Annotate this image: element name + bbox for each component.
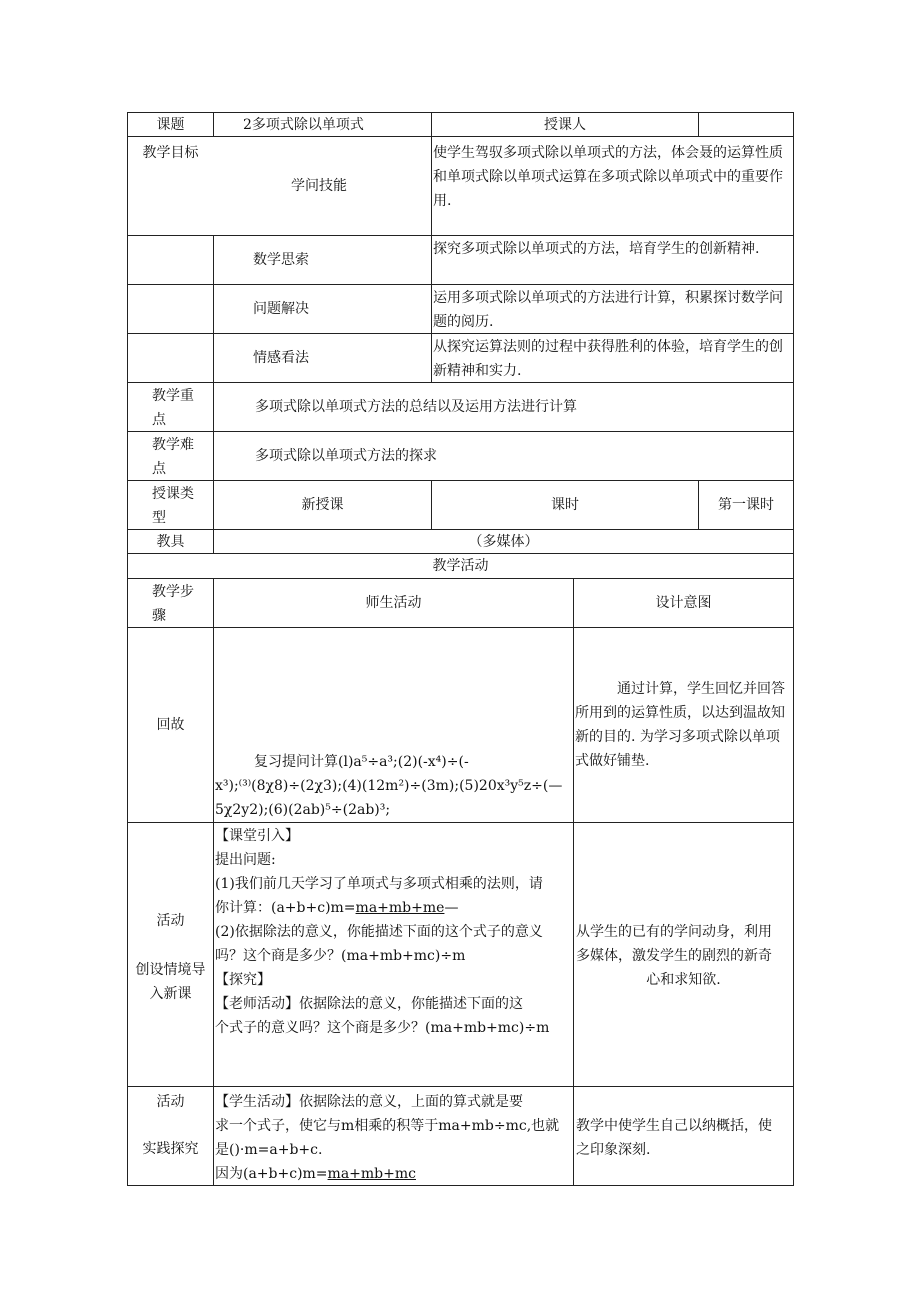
lesson-type-value: 新授课 <box>301 497 344 513</box>
tools-value: （多媒体） <box>468 534 539 550</box>
intro-intent: 多媒体，激发学生的剧烈的新奇 <box>576 948 772 964</box>
intro-intent: 从学生的已有的学问动身，利用 <box>576 924 772 940</box>
intro-step: 活动 <box>156 913 185 929</box>
row-line <box>127 284 794 285</box>
intro-step: 入新课 <box>149 986 192 1002</box>
practice-step: 活动 <box>156 1094 185 1110</box>
intro-line: 【课堂引入】 <box>215 828 299 844</box>
intro-line: 【老师活动】依据除法的意义，你能描述下面的这 <box>215 996 523 1012</box>
review-line: 5χ2y2);(6)(2ab)⁵÷(2ab)³; <box>215 802 391 818</box>
intro-dash: — <box>444 900 459 916</box>
goal-name-thinking: 数学思索 <box>253 252 309 268</box>
practice-intent: 之印象深刻. <box>576 1142 651 1158</box>
practice-line <box>215 1162 416 1186</box>
intro-step: 创设情境导 <box>135 962 206 978</box>
review-intent: 通过计算，学生回忆并回答所用到的运算性质，以达到温故知新的目的. 为学习多项式除以单项式做好铺垫. <box>575 681 785 769</box>
intro-intent: 心和求知欲. <box>646 972 721 988</box>
review-line: x³);⁽³⁾(8χ8)÷(2χ3);(4)(12m²)÷(3m);(5)20x³y⁵z÷(— <box>215 778 563 794</box>
intent-column-header: 设计意图 <box>655 595 712 611</box>
goal-text-problem: 运用多项式除以单项式的方法进行计算，积累探讨数学问题的阅历. <box>433 290 783 330</box>
row-line <box>127 822 794 823</box>
period-value: 第一课时 <box>718 497 774 513</box>
row-line <box>127 235 794 236</box>
col-line <box>793 112 794 1186</box>
row-line <box>127 578 794 579</box>
tools-label: 教具 <box>156 534 185 550</box>
practice-line: 求一个式子，使它与m相乘的积等于ma+mb÷mc,也就 <box>215 1118 560 1134</box>
practice-line: 【学生活动】依据除法的意义，上面的算式就是要 <box>215 1094 523 1110</box>
review-line: 复习提问计算(l)a⁵÷a³;(2)(-x⁴)÷(- <box>254 754 469 770</box>
row-line <box>127 431 794 432</box>
goal-text-attitude: 从探究运算法则的过程中获得胜利的体验，培育学生的创新精神和实力. <box>433 339 783 379</box>
goal-name-problem: 问题解决 <box>253 301 309 317</box>
row-line <box>127 627 794 628</box>
practice-answer: ma+mb+mc <box>327 1166 416 1182</box>
practice-text: 因为(a+b+c)m= <box>215 1166 328 1182</box>
col-line <box>213 112 214 137</box>
intro-line: 个式子的意义吗？这个商是多少？(ma+mb+mc)÷m <box>215 1020 550 1036</box>
goal-name-knowledge: 学问技能 <box>291 178 347 194</box>
intro-line <box>215 896 458 920</box>
intro-line: (2)依据除法的意义，你能描述下面的这个式子的意义 <box>215 924 543 940</box>
key-points-label: 教学重点 <box>152 388 194 428</box>
difficulty-label: 教学难点 <box>152 437 194 477</box>
key-points-value: 多项式除以单项式方法的总结以及运用方法进行计算 <box>255 399 577 415</box>
col-line <box>213 578 214 1186</box>
practice-line: 是()·m=a+b+c. <box>215 1142 323 1158</box>
col-line <box>698 112 699 137</box>
col-line <box>127 112 128 1186</box>
intro-line: 【探究】 <box>215 972 271 988</box>
difficulty-value: 多项式除以单项式方法的探求 <box>255 448 437 464</box>
step-column-header: 教学步骤 <box>152 584 194 624</box>
review-step: 回故 <box>156 717 185 733</box>
period-label: 课时 <box>551 497 579 513</box>
intro-line: 吗？这个商是多少？(ma+mb+mc)÷m <box>215 948 466 964</box>
topic-value: 2多项式除以单项式 <box>243 117 364 133</box>
col-line <box>431 112 432 382</box>
goal-text-thinking: 探究多项式除以单项式的方法，培育学生的创新精神. <box>433 241 760 257</box>
practice-step: 实践探究 <box>142 1141 199 1157</box>
goals-label: 教学目标 <box>142 145 199 161</box>
row-line <box>127 480 794 481</box>
row-line <box>127 1086 794 1087</box>
intro-text: 你计算：(a+b+c)m= <box>215 900 356 916</box>
col-line <box>573 578 574 1186</box>
goal-text-knowledge: 使学生驾驭多项式除以单项式的方法，体会聂的运算性质和单项式除以单项式运算在多项式除以单项式中的重要作用. <box>433 145 783 209</box>
goal-name-attitude: 情感看法 <box>253 350 309 366</box>
intro-line: (1)我们前几天学习了单项式与多项式相乘的法则，请 <box>215 876 543 892</box>
practice-intent: 教学中使学生自己以纳概括，使 <box>576 1118 772 1134</box>
intro-line: 提出问题: <box>215 852 276 868</box>
lesson-type-label: 授课类型 <box>152 486 194 526</box>
topic-label: 课题 <box>156 117 185 133</box>
teacher-label: 授课人 <box>544 117 586 133</box>
intro-answer: ma+mb+me <box>355 900 445 916</box>
activity-column-header: 师生活动 <box>365 595 422 611</box>
activities-title: 教学活动 <box>432 558 489 574</box>
